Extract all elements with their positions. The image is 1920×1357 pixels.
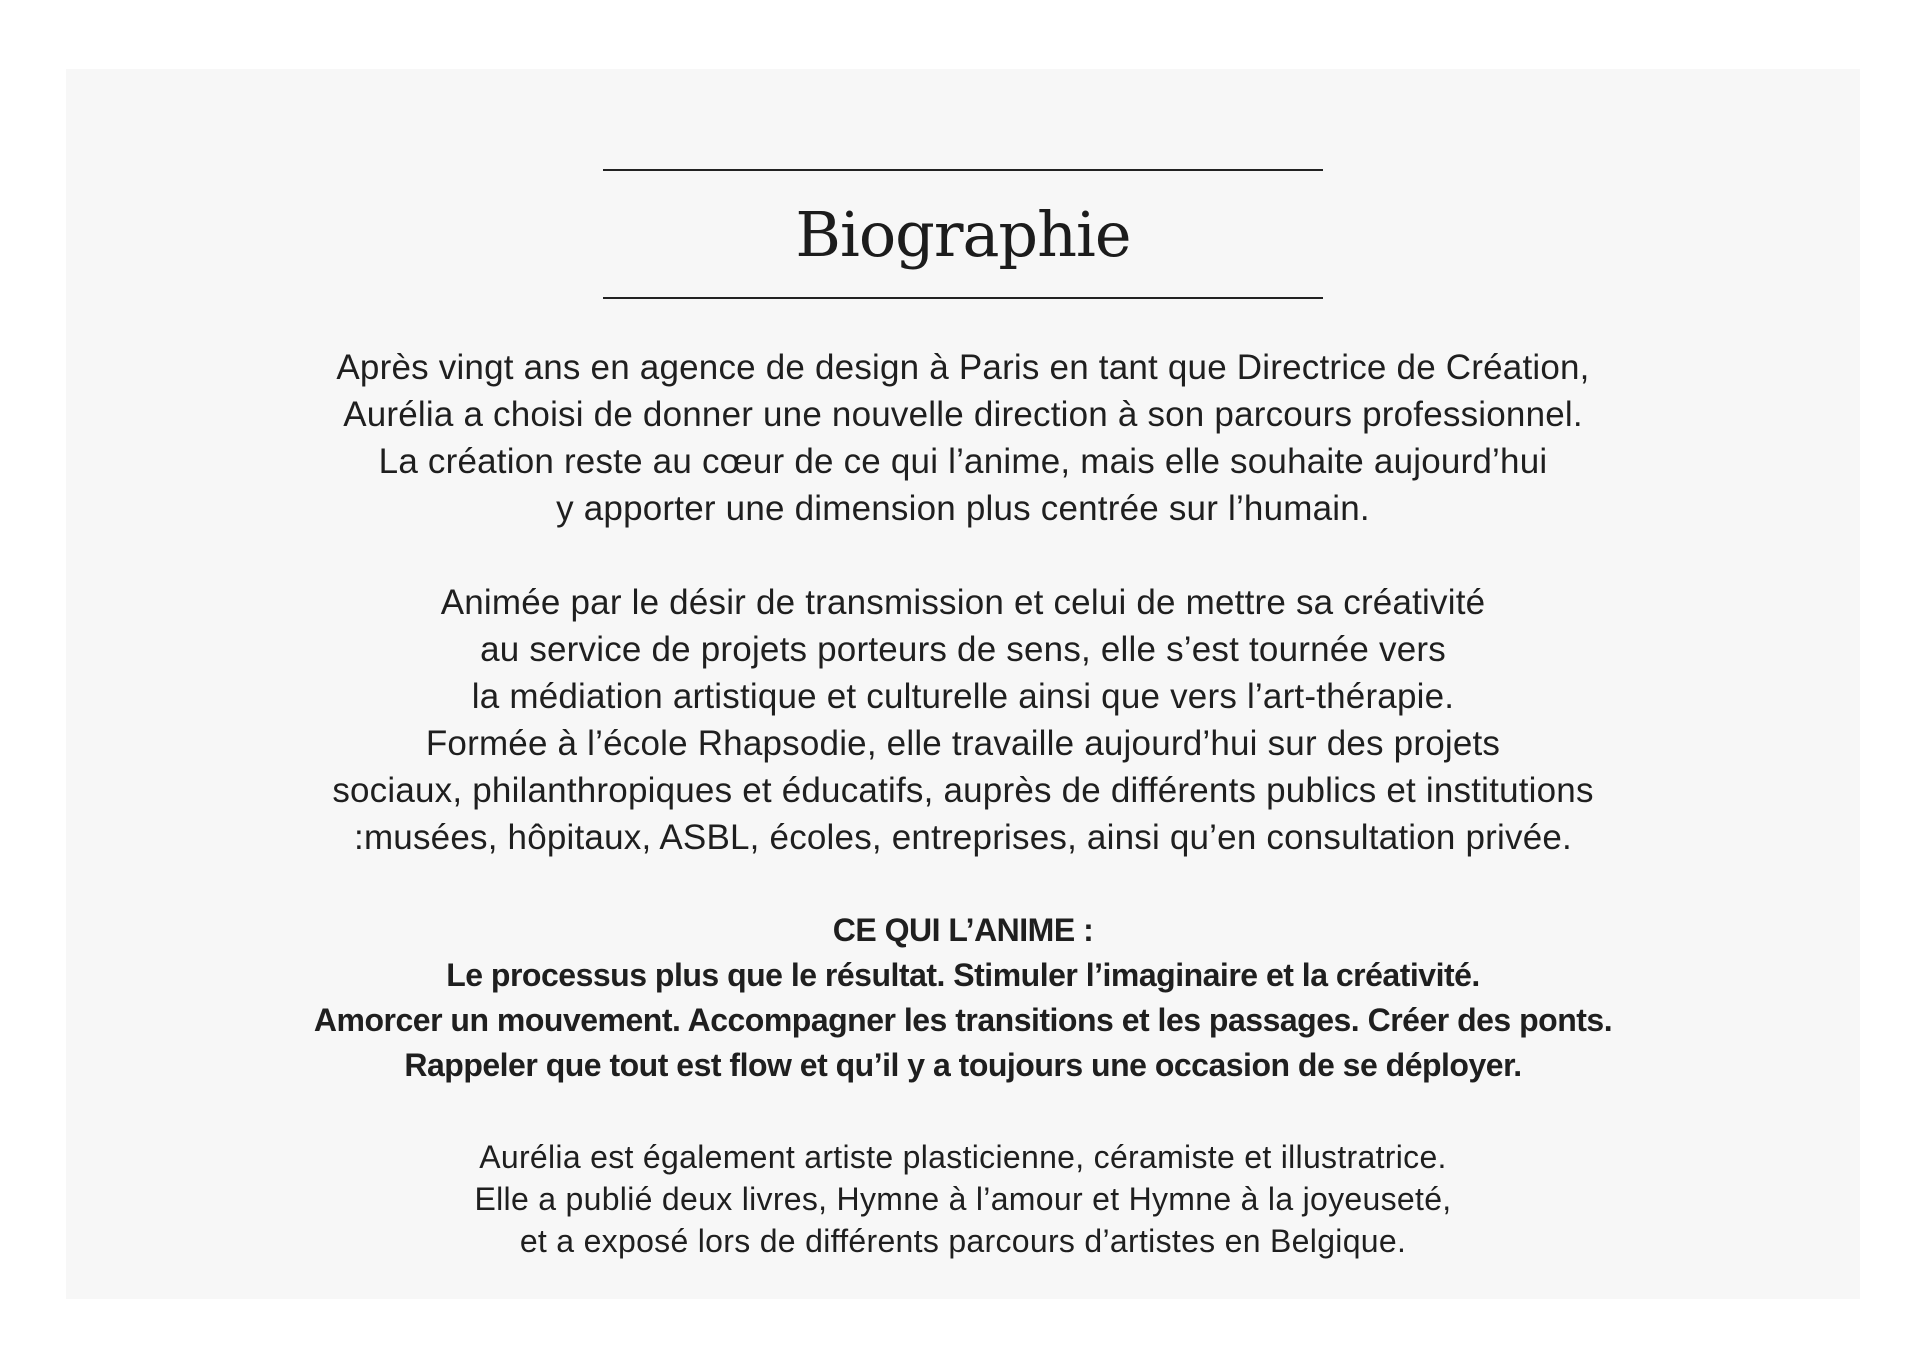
text-line: :musées, hôpitaux, ASBL, écoles, entreprises, ainsi qu’en consultation privée. [354, 818, 1572, 857]
text-line: sociaux, philanthropiques et éducatifs, auprès de différents publics et institutions [332, 771, 1594, 810]
paragraph-artist [66, 1136, 1860, 1262]
text-line: Après vingt ans en agence de design à Paris en tant que Directrice de Création, [336, 348, 1590, 387]
text-line: La création reste au cœur de ce qui l’anime, mais elle souhaite aujourd’hui [378, 442, 1548, 481]
paragraph-career [66, 344, 1860, 532]
text-line: et a exposé lors de différents parcours d’artistes en Belgique. [519, 1223, 1407, 1259]
title-block [603, 169, 1323, 299]
motto-line: Le processus plus que le résultat. Stimuler l’imaginaire et la créativité. [446, 957, 1480, 993]
text-line: Elle a publié deux livres, Hymne à l’amour et Hymne à la joyeuseté, [474, 1181, 1452, 1217]
biography-content [66, 344, 1860, 1262]
motto-section [66, 908, 1860, 1088]
biography-panel [66, 69, 1860, 1299]
paragraph-mediation [66, 579, 1860, 861]
motto-heading: CE QUI L’ANIME : [832, 912, 1094, 948]
motto-line: Rappeler que tout est flow et qu’il y a toujours une occasion de se déployer. [404, 1047, 1522, 1083]
text-line: Formée à l’école Rhapsodie, elle travaille aujourd’hui sur des projets [425, 724, 1501, 763]
text-line: la médiation artistique et culturelle ainsi que vers l’art-thérapie. [471, 677, 1455, 716]
text-line: y apporter une dimension plus centrée sur l’humain. [556, 489, 1370, 528]
page-title: Biographie [795, 197, 1131, 271]
text-line: Aurélia a choisi de donner une nouvelle direction à son parcours professionnel. [343, 395, 1583, 434]
text-line: Animée par le désir de transmission et celui de mettre sa créativité [440, 583, 1486, 622]
text-line: au service de projets porteurs de sens, elle s’est tournée vers [480, 630, 1446, 669]
motto-line: Amorcer un mouvement. Accompagner les transitions et les passages. Créer des ponts. [313, 1002, 1613, 1038]
text-line: Aurélia est également artiste plasticienne, céramiste et illustratrice. [479, 1139, 1447, 1175]
